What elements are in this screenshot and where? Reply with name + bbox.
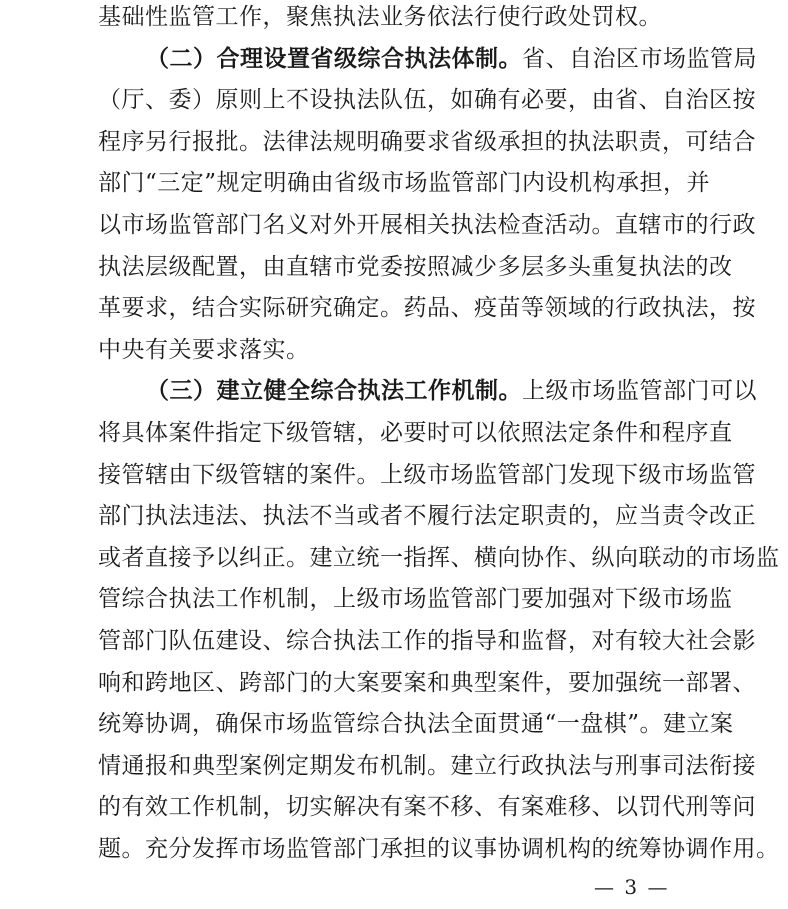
- paragraph-text: 或者直接予以纠正。建立统一指挥、横向协作、纵向联动的市场监: [98, 544, 780, 571]
- paragraph-line: [98, 163, 711, 205]
- paragraph-line: [98, 455, 756, 497]
- paragraph-text: 省、自治区市场监管局: [522, 45, 757, 72]
- paragraph-line: [98, 39, 757, 81]
- paragraph-line: [98, 288, 756, 330]
- paragraph-line: [98, 746, 756, 788]
- paragraph-text: 部门“三定”规定明确由省级市场监管部门内设机构承担，并: [98, 170, 711, 197]
- section-heading: （二）合理设置省级综合执法体制。: [146, 45, 522, 72]
- paragraph-text: 的有效工作机制，切实解决有案不移、有案难移、以罚代刑等问: [98, 794, 756, 821]
- paragraph-text: 统筹协调，确保市场监管综合执法全面贯通“一盘棋”。建立案: [98, 711, 734, 738]
- paragraph-text: 以市场监管部门名义对外开展相关执法检查活动。直辖市的行政: [98, 211, 756, 238]
- paragraph-line: [98, 621, 756, 663]
- paragraph-line: [98, 704, 734, 746]
- paragraph-text: 管综合执法工作机制，上级市场监管部门要加强对下级市场监: [98, 586, 733, 613]
- paragraph-line: [98, 787, 756, 829]
- paragraph-text: 基础性监管工作，聚焦执法业务依法行使行政处罚权。: [98, 4, 662, 30]
- section-heading: （三）建立健全综合执法工作机制。: [146, 378, 522, 405]
- paragraph-line: [98, 579, 733, 621]
- paragraph-text: 管部门队伍建设、综合执法工作的指导和监督，对有较大社会影: [98, 627, 756, 654]
- paragraph-text: 上级市场监管部门可以: [522, 378, 757, 405]
- paragraph-line: [98, 413, 733, 455]
- paragraph-line: [98, 80, 756, 122]
- paragraph-line: [98, 829, 780, 871]
- paragraph-text: 将具体案件指定下级管辖，必要时可以依照法定条件和程序直: [98, 419, 733, 446]
- paragraph-text: 响和跨地区、跨部门的大案要案和典型案件，要加强统一部署、: [98, 669, 756, 696]
- paragraph-line: [98, 0, 694, 39]
- paragraph-text: 程序另行报批。法律法规明确要求省级承担的执法职责，可结合: [98, 128, 756, 155]
- page-number: — 3 —: [594, 875, 670, 899]
- paragraph-text: 革要求，结合实际研究确定。药品、疫苗等领域的行政执法，按: [98, 295, 756, 322]
- paragraph-text: 情通报和典型案例定期发布机制。建立行政执法与刑事司法衔接: [98, 752, 756, 779]
- paragraph-line: [98, 330, 694, 372]
- paragraph-line: [98, 496, 756, 538]
- paragraph-text: （厅、委）原则上不设执法队伍，如确有必要，由省、自治区按: [98, 87, 756, 114]
- paragraph-text: 部门执法违法、执法不当或者不履行法定职责的，应当责令改正: [98, 503, 756, 530]
- paragraph-line: [98, 122, 756, 164]
- paragraph-line: [98, 205, 756, 247]
- paragraph-text: 中央有关要求落实。: [98, 336, 310, 363]
- paragraph-line: [98, 247, 733, 289]
- paragraph-line: [98, 663, 756, 705]
- paragraph-line: [98, 371, 757, 413]
- paragraph-text: 执法层级配置，由直辖市党委按照减少多层多头重复执法的改: [98, 253, 733, 280]
- document-page: [98, 0, 780, 870]
- paragraph-text: 接管辖由下级管辖的案件。上级市场监管部门发现下级市场监管: [98, 461, 756, 488]
- paragraph-text: 题。充分发挥市场监管部门承担的议事协调机构的统筹协调作用。: [98, 835, 780, 862]
- paragraph-line: [98, 538, 780, 580]
